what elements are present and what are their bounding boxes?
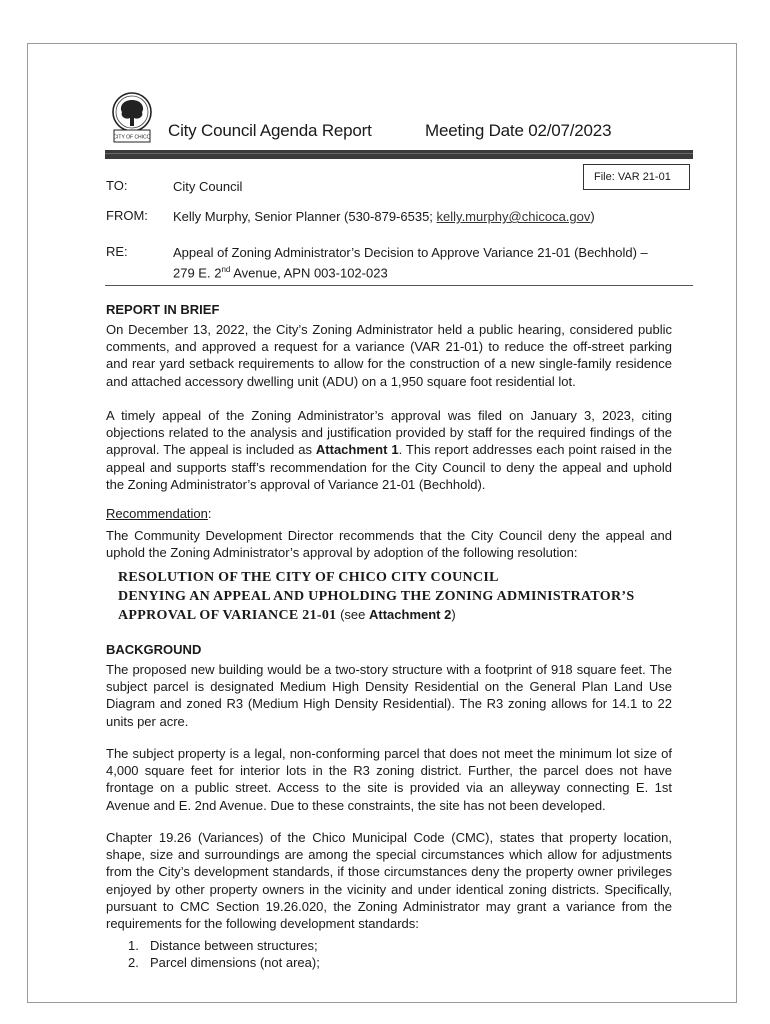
report-title: City Council Agenda Report: [168, 121, 372, 140]
from-close: ): [590, 209, 595, 224]
re-line-1: Appeal of Zoning Administrator’s Decision to Approve Variance 21-01 (Bechhold) –: [173, 245, 648, 260]
header-divider-bar: [105, 150, 693, 159]
report-in-brief-heading: REPORT IN BRIEF: [106, 302, 220, 317]
re-line-2: [173, 261, 648, 281]
recommendation-heading-text: Recommendation: [106, 506, 208, 521]
background-paragraph-2: The subject property is a legal, non-conforming parcel that does not meet the minimum lot size of 4,000 square feet for interior lots in the R3 zoning district. Further, the parcel does not have frontage on a public street. Access to the site is provided via an alleyway connecting E. 1st Avenue and E. 2nd Avenue. Due to these constraints, the site has not been developed.: [106, 746, 672, 813]
report-in-brief-paragraph-2: [106, 407, 672, 493]
re-address-end: Avenue, APN 003-102-023: [230, 265, 388, 281]
resolution-close: ): [451, 607, 456, 622]
re-address-start: 279 E. 2: [173, 265, 222, 281]
file-number-box: [583, 164, 690, 190]
to-label: TO:: [106, 178, 128, 193]
from-name: Kelly Murphy, Senior Planner (530-879-6535;: [173, 209, 437, 224]
attachment-2-ref: Attachment 2: [369, 607, 452, 622]
resolution-line-3-text: APPROVAL OF VARIANCE 21-01: [118, 608, 337, 623]
memo-divider: [105, 285, 693, 286]
re-label: RE:: [106, 244, 128, 259]
recommendation-colon: :: [207, 506, 212, 521]
re-address-sup: nd: [221, 265, 231, 274]
resolution-see: (see: [336, 607, 369, 622]
re-value: [173, 244, 648, 281]
to-value: City Council: [173, 179, 243, 194]
city-seal-logo: [108, 90, 156, 146]
resolution-line-2: DENYING AN APPEAL AND UPHOLDING THE ZONING ADMINISTRATOR’S: [118, 588, 635, 604]
background-paragraph-1: The proposed new building would be a two-story structure with a footprint of 918 square feet. The subject parcel is designated Medium High Density Residential on the General Plan Land Use Diagram and zoned R3 (Medium High Density Residential). The R3 zoning allows for 14.1 to 22 units per acre.: [106, 662, 672, 729]
recommendation-text: The Community Development Director recommends that the City Council deny the appeal and uphold the Zoning Administrator’s approval by adoption of the following resolution:: [106, 528, 672, 561]
seal-text: CITY OF CHICO: [113, 134, 151, 141]
p2-text-a: A timely appeal of the Zoning Administrator’s approval was filed on January 3, 2023, citing objections related to the analysis and justification provided by staff for the required findings of the approval. The appeal is included as: [106, 408, 672, 458]
list-item-text: Distance between structures;: [150, 938, 318, 953]
email-link[interactable]: kelly.murphy@chicoca.gov: [436, 209, 591, 224]
report-in-brief-paragraph-1: On December 13, 2022, the City’s Zoning Administrator held a public hearing, considered public comments, and approved a request for a variance (VAR 21-01) to reduce the off-street parking and rear yard setback requirements to allow for the construction of a new single-family residence and attached accessory dwelling unit (ADU) on a 1,950 square foot residential lot.: [106, 322, 672, 389]
recommendation-heading: [106, 506, 212, 521]
list-item: [128, 938, 318, 953]
list-item-number: 1.: [128, 938, 139, 953]
resolution-title: [118, 569, 634, 626]
resolution-line-1: RESOLUTION OF THE CITY OF CHICO CITY COUNCIL: [118, 570, 499, 585]
file-number: File: VAR 21-01: [594, 171, 671, 183]
meeting-date: Meeting Date 02/07/2023: [425, 121, 612, 140]
resolution-line-3: [118, 606, 634, 626]
background-heading: BACKGROUND: [106, 642, 202, 657]
list-item-text: Parcel dimensions (not area);: [150, 955, 320, 970]
background-paragraph-3: Chapter 19.26 (Variances) of the Chico Municipal Code (CMC), states that property location, shape, size and surroundings are among the special circumstances which allow for adjustments from the City’s development standards, if those circumstances deny the property owner privileges enjoyed by other property owners in the vicinity and under identical zoning districts. Specifically, pursuant to CMC Section 19.26.020, the Zoning Administrator may grant a variance from the requirements for the following development standards:: [106, 830, 672, 932]
attachment-1-ref: Attachment 1: [315, 442, 399, 458]
p2-text-b: . This report addresses each point raised in the appeal and supports staff’s recommendation for the City Council to deny the appeal and uphold the Zoning Administrator’s approval of Variance 21-01 (Bechhold).: [106, 442, 672, 492]
from-label: FROM:: [106, 208, 148, 223]
list-item: [128, 955, 320, 970]
list-item-number: 2.: [128, 955, 139, 970]
from-value: [173, 208, 595, 225]
